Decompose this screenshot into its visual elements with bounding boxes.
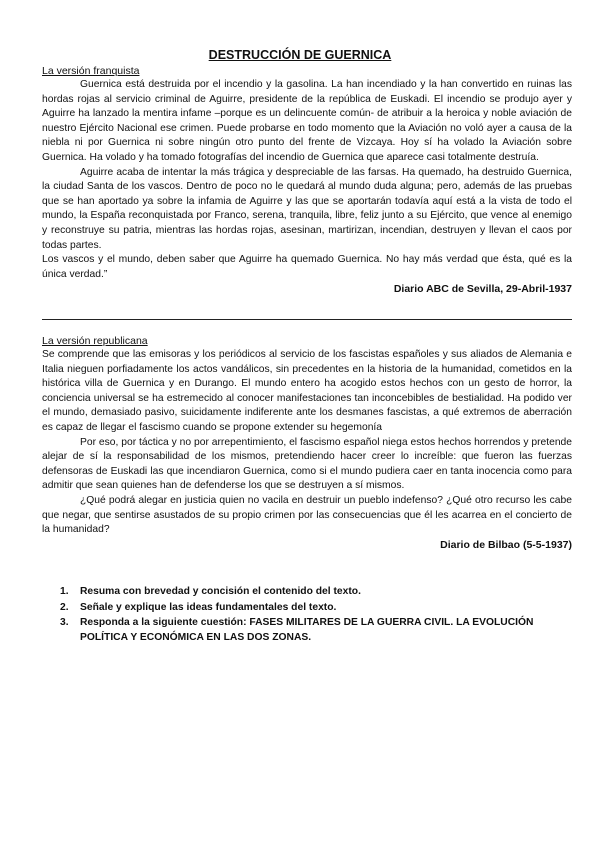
- section-divider: [42, 319, 572, 320]
- question-number: 1.: [60, 586, 69, 597]
- question-text: Señale y explique las ideas fundamentales del texto.: [80, 601, 337, 613]
- franquista-paragraph-3: Los vascos y el mundo, deben saber que Aguirre ha quemado Guernica. No hay más verdad que ésta, qué es la única verdad.”: [42, 254, 572, 280]
- document-title: DESTRUCCIÓN DE GUERNICA: [208, 48, 392, 62]
- franquista-heading: La versión franquista: [42, 65, 140, 77]
- question-number: 2.: [60, 601, 69, 613]
- franquista-paragraph-2: Aguirre acaba de intentar la más trágica y despreciable de las farsas. Ha quemado, ha destruido Guernica, la ciudad Santa de los vascos. Dentro de poco no le quedará al mundo duda alguna; pero, además de las pruebas que se han aportado ya sobre la infamia de Aguirre y las que se aportarán todavía aquí está a la vista de todo el mundo, la España reconquistada por Franco, serena, tranquila, libre, feliz junto a su Ejército, que vence al enemigo y reconstruye su patria, mientras las hordas rojas, asesinan, martirizan, incendian, destruyen y llevan el caos por todas partes.: [42, 166, 572, 251]
- republicana-paragraph-3: ¿Qué podrá alegar en justicia quien no vacila en destruir un pueblo indefenso? ¿Qué otro recurso les cabe que negar, que sentirse asustados de su propio crimen por las consecuencias que él les acarrea en el concierto de la humanidad?: [42, 494, 572, 536]
- question-text: Resuma con brevedad y concisión el contenido del texto.: [80, 586, 361, 597]
- republicana-heading: La versión republicana: [42, 335, 148, 347]
- franquista-paragraph-1: Guernica está destruida por el incendio y la gasolina. La han incendiado y la han convertido en ruinas las hordas rojas al servicio criminal de Aguirre, presidente de la república de Euskadi. El incendio se produjo ayer y Aguirre ha lanzado la mentira infame –porque es un delincuente común- de atribuir a la heroica y noble aviación de nuestro Ejército Nacional ese crimen. Puede probarse en todo momento que la Aviación no voló ayer a causa de la niebla ni por Guernica ni sobre ningún otro punto del frente de Vizcaya. Hoy sí ha volado la Aviación sobre Guernica. Ha volado y ha tomado fotografías del incendio de Guernica que aparece casi totalmente destruía.: [42, 79, 572, 163]
- republicana-source: Diario de Bilbao (5-5-1937): [440, 538, 572, 551]
- republicana-paragraph-2: Por eso, por táctica y no por arrepentimiento, el fascismo español niega estos hechos horrendos y pretende alejar de sí la responsabilidad de los mismos, pretendiendo hacer creer lo increíble: que fueron las fuerzas defensoras de Euskadi las que incendiaron Guernica, como si el mundo pudiera caer en tanta inocencia como para admitir que sean quienes han de defenderse los que se destruyen a sí mismos.: [42, 436, 572, 492]
- franquista-section: [42, 64, 572, 297]
- question-item: [60, 616, 570, 645]
- question-item: [60, 601, 570, 616]
- republicana-paragraph-1: Se comprende que las emisoras y los periódicos al servicio de los fascistas españoles y sus aliados de Alemania e Italia nieguen porfiadamente los actos vandálicos, sin precedentes en la historia de la humanidad, cometidos en la histórica villa de Guernica y en Durango. El mundo entero ha acogido estos hechos con un gesto de horror, la conciencia universal se ha estremecido al conocer manifestaciones tan inconcebibles de bestialidad. Ha podido ver el mundo, demasiado pasivo, suicidamente indiferente ante los desmanes fascistas, a qué extremos de aberración es capaz de llegar el fascismo cuando se propone extender su hegemonía: [42, 349, 572, 433]
- question-item: [60, 585, 570, 600]
- question-text: Responda a la siguiente cuestión: FASES MILITARES DE LA GUERRA CIVIL. LA EVOLUCIÓN POLÍTICA Y ECONÓMICA EN LAS DOS ZONAS.: [80, 617, 534, 643]
- republicana-section: [42, 334, 572, 552]
- questions-list: [60, 585, 570, 646]
- question-number: 3.: [60, 617, 69, 629]
- franquista-source: Diario ABC de Sevilla, 29-Abril-1937: [393, 283, 572, 296]
